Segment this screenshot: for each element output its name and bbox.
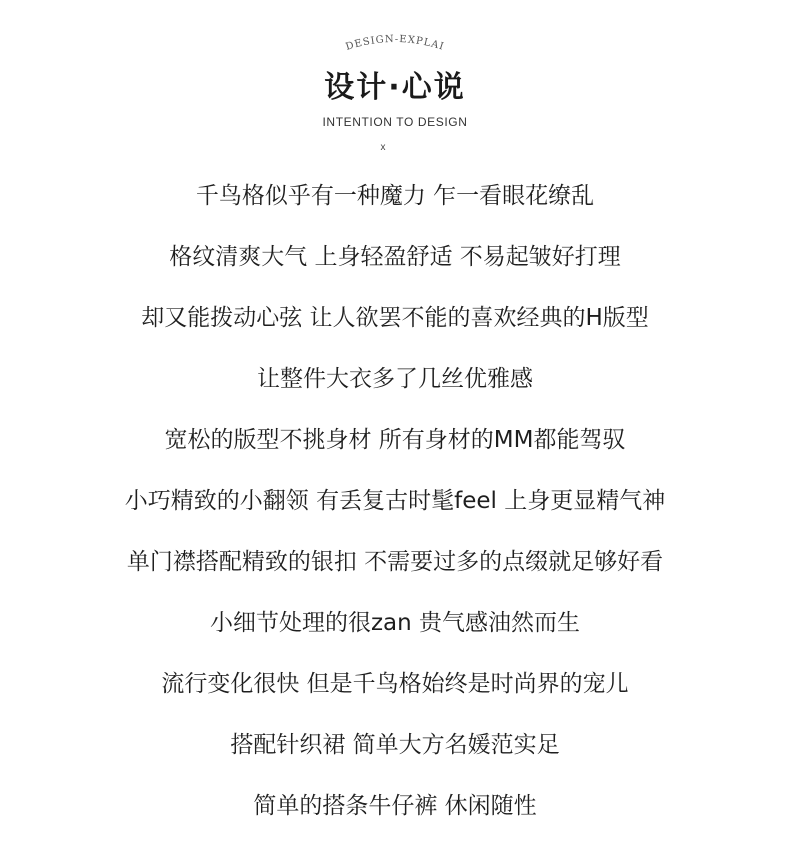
section-header [0, 0, 790, 160]
arc-caption-text: DESIGN-EXPLAI [344, 33, 446, 53]
description-line: 让整件大衣多了几丝优雅感 [257, 366, 533, 392]
description-line: 流行变化很快 但是千鸟格始终是时尚界的宠儿 [161, 671, 629, 697]
description-lines [0, 166, 790, 837]
page-title: 设计·心说 [324, 70, 466, 105]
divider-mark: x [380, 142, 386, 153]
description-line: 宽松的版型不挑身材 所有身材的MM都能驾驭 [164, 427, 626, 453]
arc-caption [315, 28, 475, 68]
description-line: 简单的搭条牛仔裤 休闲随性 [253, 793, 537, 819]
description-line: 却又能拨动心弦 让人欲罢不能的喜欢经典的H版型 [141, 305, 649, 331]
page-subtitle: INTENTION TO DESIGN [322, 115, 468, 129]
description-line: 千鸟格似乎有一种魔力 乍一看眼花缭乱 [195, 183, 595, 209]
description-line: 小细节处理的很zan 贵气感油然而生 [209, 610, 581, 636]
description-line: 小巧精致的小翻领 有丢复古时髦feel 上身更显精气神 [124, 488, 666, 514]
description-line: 搭配针织裙 简单大方名媛范实足 [230, 732, 560, 758]
description-line: 格纹清爽大气 上身轻盈舒适 不易起皱好打理 [169, 244, 621, 270]
description-line: 单门襟搭配精致的银扣 不需要过多的点缀就足够好看 [126, 549, 664, 575]
